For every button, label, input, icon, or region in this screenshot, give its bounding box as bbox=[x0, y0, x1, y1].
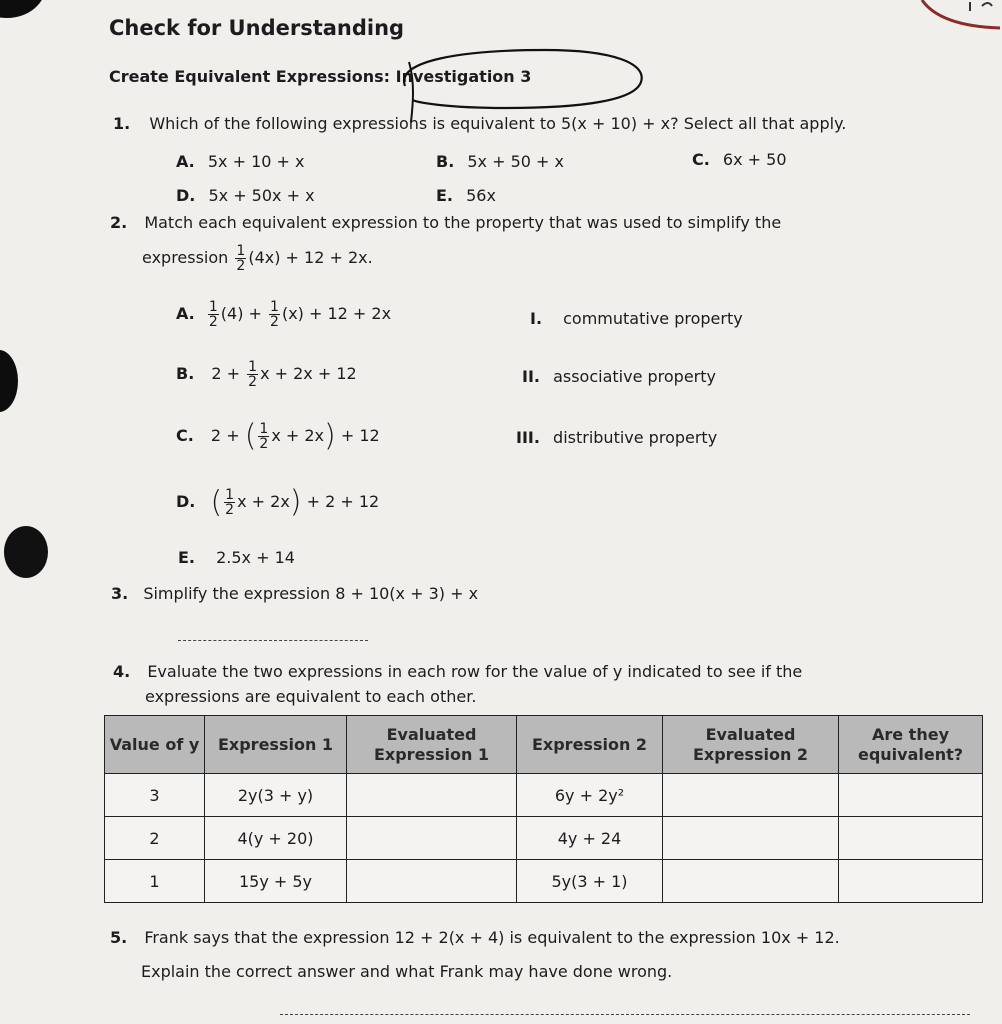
option-expression: 5x + 10 + x bbox=[207, 152, 305, 171]
cell-value-y: 3 bbox=[105, 774, 205, 817]
option-part: 2 + bbox=[210, 426, 240, 445]
cell-evaluated-2[interactable] bbox=[663, 817, 839, 860]
cell-expression-1: 4(y + 20) bbox=[205, 817, 347, 860]
option-part: x + 2x bbox=[237, 492, 290, 511]
question-3-number: 3. bbox=[111, 584, 129, 603]
hole-punch-top bbox=[0, 0, 46, 18]
cell-value-y: 2 bbox=[105, 817, 205, 860]
q1-option-b bbox=[436, 152, 564, 171]
option-letter: B. bbox=[436, 152, 455, 171]
property-2 bbox=[522, 367, 716, 386]
property-3 bbox=[516, 428, 717, 447]
cell-evaluated-2[interactable] bbox=[663, 860, 839, 903]
pen-scribble-corner bbox=[900, 0, 1002, 40]
question-1 bbox=[113, 114, 846, 133]
header-evaluated-2: Evaluated Expression 2 bbox=[663, 716, 839, 774]
cell-expression-2: 6y + 2y² bbox=[517, 774, 663, 817]
question-3 bbox=[111, 584, 478, 603]
q1-option-a bbox=[176, 152, 305, 171]
question-2 bbox=[110, 213, 781, 232]
hole-punch-middle bbox=[4, 526, 48, 578]
table-header-row bbox=[105, 716, 983, 774]
option-letter: C. bbox=[692, 150, 710, 169]
cell-equivalent[interactable] bbox=[839, 774, 983, 817]
header-value-y: Value of y bbox=[105, 716, 205, 774]
option-expression: 6x + 50 bbox=[722, 150, 787, 169]
table-row bbox=[105, 774, 983, 817]
table-row bbox=[105, 860, 983, 903]
expression-tail: (4x) + 12 + 2x. bbox=[248, 248, 373, 267]
cell-expression-1: 2y(3 + y) bbox=[205, 774, 347, 817]
question-1-number: 1. bbox=[113, 114, 131, 133]
fraction-one-half: $\frac{1}{2}$ bbox=[270, 299, 279, 330]
header-expression-1: Expression 1 bbox=[205, 716, 347, 774]
property-1 bbox=[530, 309, 743, 328]
question-5-text: Frank says that the expression 12 + 2(x + 4) is equivalent to the expression 10x + 12. bbox=[144, 928, 840, 947]
option-expression: 5x + 50 + x bbox=[467, 152, 565, 171]
question-5-number: 5. bbox=[110, 928, 128, 947]
option-part: x + 2x bbox=[271, 426, 325, 445]
evaluation-table bbox=[104, 715, 983, 903]
header-evaluated-1: Evaluated Expression 1 bbox=[347, 716, 517, 774]
question-4-number: 4. bbox=[113, 662, 131, 681]
option-expression: 2.5x + 14 bbox=[216, 548, 295, 567]
left-paren: ( bbox=[244, 418, 257, 454]
page-subtitle: Create Equivalent Expressions: Investigation 3 bbox=[109, 67, 532, 86]
cell-evaluated-1[interactable] bbox=[347, 774, 517, 817]
question-5-text-cont: Explain the correct answer and what Frank may have done wrong. bbox=[141, 962, 673, 981]
cell-evaluated-1[interactable] bbox=[347, 860, 517, 903]
option-letter: A. bbox=[176, 152, 195, 171]
header-equivalent: Are they equivalent? bbox=[839, 716, 983, 774]
header-expression-2: Expression 2 bbox=[517, 716, 663, 774]
q2-option-d bbox=[176, 484, 380, 520]
cell-evaluated-1[interactable] bbox=[347, 817, 517, 860]
q2-option-a bbox=[176, 300, 391, 329]
property-roman: III. bbox=[516, 428, 540, 447]
question-2-text: Match each equivalent expression to the property that was used to simplify the bbox=[144, 213, 782, 232]
option-part: (4) + bbox=[220, 304, 262, 323]
q2-expression bbox=[142, 244, 373, 273]
q2-option-e bbox=[178, 548, 295, 567]
option-part: (x) + 12 + 2x bbox=[281, 304, 392, 323]
cell-equivalent[interactable] bbox=[839, 860, 983, 903]
option-part: x + 2x + 12 bbox=[260, 364, 357, 383]
hole-punch-upper bbox=[0, 350, 18, 412]
question-4-text: Evaluate the two expressions in each row for the value of y indicated to see if the bbox=[147, 662, 803, 681]
option-part: + 2 + 12 bbox=[306, 492, 380, 511]
expression-label: expression bbox=[142, 248, 229, 267]
question-2-number: 2. bbox=[110, 213, 128, 232]
cell-evaluated-2[interactable] bbox=[663, 774, 839, 817]
cell-expression-1: 15y + 5y bbox=[205, 860, 347, 903]
q1-option-e bbox=[436, 186, 496, 205]
cell-expression-2: 4y + 24 bbox=[517, 817, 663, 860]
property-label: distributive property bbox=[553, 428, 718, 447]
property-roman: II. bbox=[522, 367, 540, 386]
question-4 bbox=[113, 662, 802, 681]
option-letter: E. bbox=[178, 548, 196, 567]
option-letter: B. bbox=[176, 364, 195, 383]
right-paren: ) bbox=[289, 484, 302, 520]
option-letter: C. bbox=[176, 426, 194, 445]
fraction-one-half: $\frac{1}{2}$ bbox=[236, 243, 246, 274]
option-expression: 5x + 50x + x bbox=[208, 186, 315, 205]
q2-option-c bbox=[176, 418, 380, 454]
q3-answer-line[interactable] bbox=[178, 640, 368, 641]
property-label: commutative property bbox=[563, 309, 743, 328]
fraction-one-half: $\frac{1}{2}$ bbox=[248, 359, 258, 390]
question-5 bbox=[110, 928, 840, 947]
table-row bbox=[105, 817, 983, 860]
option-part: 2 + bbox=[211, 364, 241, 383]
q5-answer-line[interactable] bbox=[280, 1014, 970, 1015]
q1-option-c bbox=[692, 150, 787, 169]
page-title: Check for Understanding bbox=[109, 16, 405, 40]
option-letter: E. bbox=[436, 186, 454, 205]
property-label: associative property bbox=[553, 367, 716, 386]
option-letter: A. bbox=[176, 304, 195, 323]
q2-option-b bbox=[176, 360, 357, 389]
fraction-one-half: $\frac{1}{2}$ bbox=[259, 421, 269, 452]
option-part: + 12 bbox=[340, 426, 380, 445]
question-4-text-cont: expressions are equivalent to each other. bbox=[145, 687, 477, 706]
left-paren: ( bbox=[210, 484, 223, 520]
option-expression: 56x bbox=[466, 186, 496, 205]
question-1-text: Which of the following expressions is equivalent to 5(x + 10) + x? Select all that apply. bbox=[149, 114, 847, 133]
option-letter: D. bbox=[176, 186, 196, 205]
fraction-one-half: $\frac{1}{2}$ bbox=[225, 487, 235, 518]
cell-equivalent[interactable] bbox=[839, 817, 983, 860]
cell-value-y: 1 bbox=[105, 860, 205, 903]
option-letter: D. bbox=[176, 492, 196, 511]
cell-expression-2: 5y(3 + 1) bbox=[517, 860, 663, 903]
property-roman: I. bbox=[530, 309, 543, 328]
q1-option-d bbox=[176, 186, 315, 205]
fraction-one-half: $\frac{1}{2}$ bbox=[208, 299, 218, 330]
question-3-text: Simplify the expression 8 + 10(x + 3) + x bbox=[143, 584, 479, 603]
right-paren: ) bbox=[324, 418, 336, 454]
